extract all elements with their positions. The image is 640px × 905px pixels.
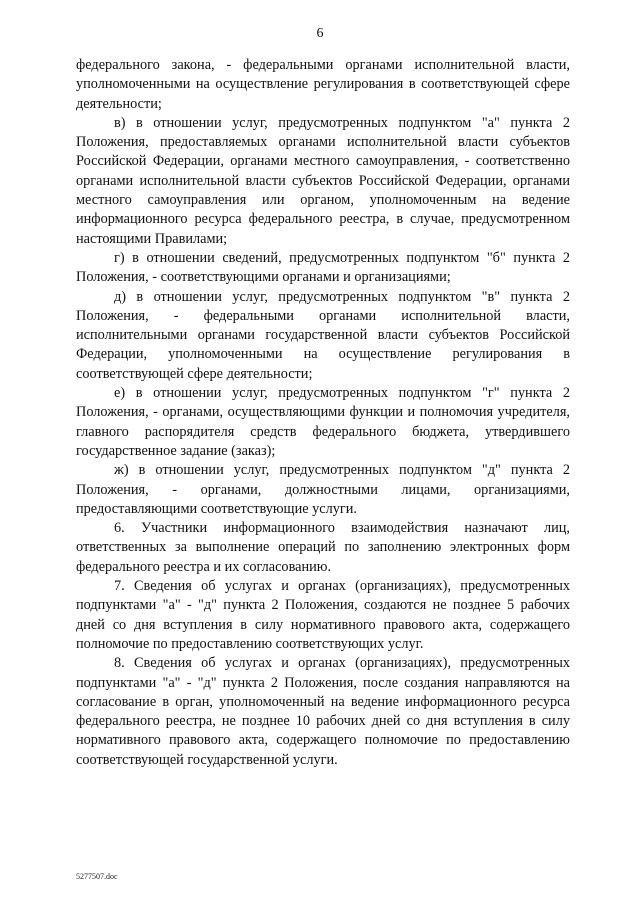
paragraph-7: 7. Сведения об услугах и органах (организациях), предусмотренных подпунктами "а" - "д" пункта 2 Положения, создаются не позднее 5 рабочих дней со дня вступления в силу нормативного правового акта, содержащего полномочие по предоставлению соответствующих услуг. [76, 578, 570, 652]
paragraph-continuation: федерального закона, - федеральными органами исполнительной власти, уполномоченными на осуществление регулирования в соответствующей сфере деятельности; [76, 57, 570, 112]
paragraph-e: е) в отношении услуг, предусмотренных подпунктом "г" пункта 2 Положения, - органами, осуществляющими функции и полномочия учредителя, главного распорядителя средств федерального бюджета, утвердившего государственное задание (заказ); [76, 385, 570, 459]
paragraph-zh: ж) в отношении услуг, предусмотренных подпунктом "д" пункта 2 Положения, - органами, должностными лицами, организациями, предоставляющими соответствующие услуги. [76, 462, 570, 517]
paragraph-g: г) в отношении сведений, предусмотренных подпунктом "б" пункта 2 Положения, - соответствующими органами и организациями; [76, 249, 570, 286]
paragraph-d: д) в отношении услуг, предусмотренных подпунктом "в" пункта 2 Положения, - федеральными органами исполнительной власти, исполнительными органами государственной власти субъектов Российской Федерации, уполномоченными на осуществление регулирования в соответствующей сфере деятельности; [76, 288, 570, 382]
document-body [76, 56, 570, 770]
footer-filename: 5277507.doc [76, 872, 118, 881]
page-number: 6 [316, 26, 324, 41]
paragraph-6: 6. Участники информационного взаимодействия назначают лиц, ответственных за выполнение операций по заполнению электронных форм федерального реестра и их согласованию. [76, 520, 570, 575]
paragraph-8: 8. Сведения об услугах и органах (организациях), предусмотренных подпунктами "а" - "д" пункта 2 Положения, после создания направляются на согласование в орган, уполномоченный на ведение информационного ресурса федерального реестра, не позднее 10 рабочих дней со дня вступления в силу нормативного правового акта, содержащего полномочие по предоставлению соответствующей государственной услуги. [76, 655, 570, 768]
paragraph-v: в) в отношении услуг, предусмотренных подпунктом "а" пункта 2 Положения, предоставляемых органами исполнительной власти субъектов Российской Федерации, органами местного самоуправления, - соответственно органами исполнительной власти субъектов Российской Федерации, органами местного самоуправления или органом, уполномоченным на ведение информационного ресурса федерального реестра, в случае, предусмотренном настоящими Правилами; [76, 114, 570, 247]
